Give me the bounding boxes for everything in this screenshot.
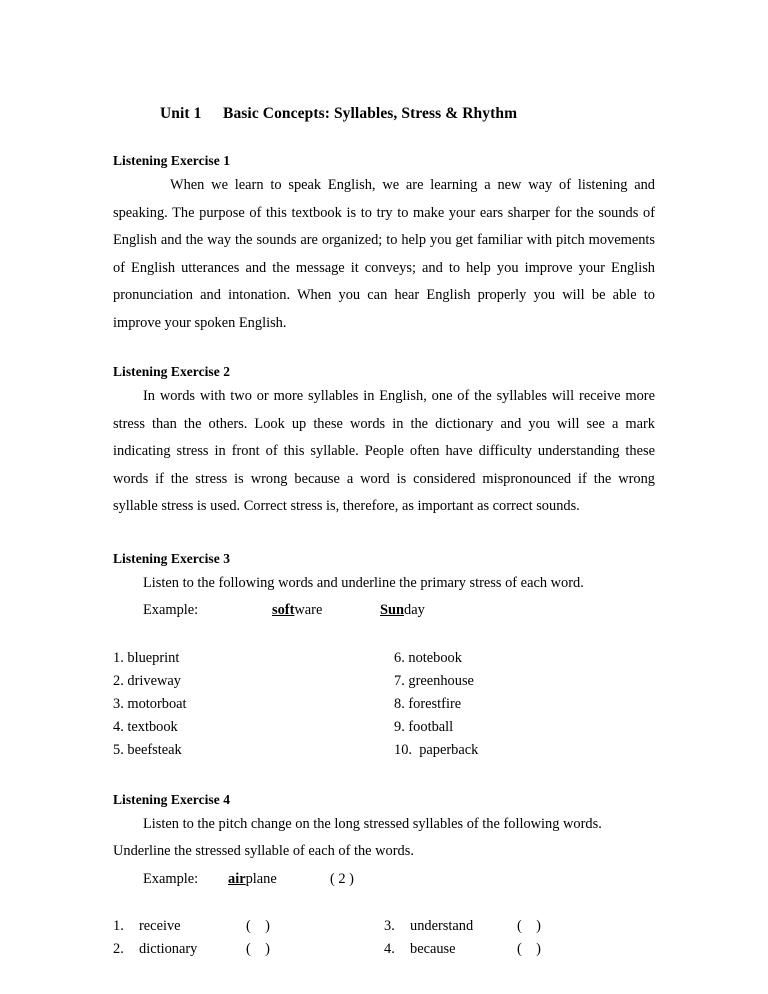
exercise-3-heading: Listening Exercise 3 <box>113 550 230 566</box>
exercise-3-example-word-1 <box>272 597 380 625</box>
word-text: textbook <box>123 718 178 735</box>
answer-blank[interactable]: ( ) <box>517 941 541 957</box>
spacer-before-wordlist <box>113 625 655 647</box>
spacer-after-exercise-3 <box>113 762 655 792</box>
title-main-text: Basic Concepts: Syllables, Stress & Rhythm <box>223 105 518 122</box>
exercise-4-example <box>113 866 655 894</box>
unstressed-syllable: plane <box>245 870 277 887</box>
exercise-4-example-count: ( 2 ) <box>330 870 354 887</box>
answer-entry <box>384 938 655 961</box>
word-number: 6. <box>394 649 405 666</box>
word-entry <box>113 739 394 762</box>
title-unit-number: Unit 1 <box>160 105 202 122</box>
word-text: paperback <box>412 741 479 758</box>
answer-blank[interactable]: ( ) <box>246 918 270 934</box>
word-text: beefsteak <box>123 741 182 758</box>
word-text: forestfire <box>404 695 462 712</box>
answer-blank[interactable]: ( ) <box>517 918 541 934</box>
answer-word: receive <box>139 918 181 934</box>
answer-word: because <box>410 941 456 957</box>
answer-number: 2. <box>113 941 124 957</box>
answer-word: dictionary <box>139 941 198 957</box>
list-item <box>113 670 655 693</box>
exercise-3-instruction: Listen to the following words and underline the primary stress of each word. <box>143 574 584 591</box>
exercise-3-word-list <box>113 647 655 762</box>
word-entry <box>113 647 394 670</box>
word-text: blueprint <box>123 649 180 666</box>
unstressed-syllable: ware <box>294 602 323 618</box>
spacer-after-exercise-2 <box>113 521 655 551</box>
answer-number: 3. <box>384 918 395 934</box>
word-text: motorboat <box>123 695 187 712</box>
answer-entry <box>113 915 384 938</box>
word-text: football <box>404 718 454 735</box>
word-number: 8. <box>394 695 405 712</box>
word-entry <box>394 716 655 739</box>
list-item <box>113 716 655 739</box>
word-entry <box>394 739 655 762</box>
list-item <box>113 938 655 961</box>
list-item <box>113 739 655 762</box>
exercise-4-answer-list <box>113 915 655 961</box>
answer-blank[interactable]: ( ) <box>246 941 270 957</box>
exercise-2-heading: Listening Exercise 2 <box>113 364 230 379</box>
word-entry <box>113 693 394 716</box>
list-item <box>113 647 655 670</box>
answer-entry <box>384 915 655 938</box>
exercise-4-heading: Listening Exercise 4 <box>113 791 230 807</box>
spacer-after-exercise-1 <box>113 337 655 364</box>
stressed-syllable: Sun <box>380 602 405 618</box>
word-text: notebook <box>404 649 462 666</box>
word-text: driveway <box>123 672 181 689</box>
word-number: 10. <box>394 741 412 758</box>
word-entry <box>394 693 655 716</box>
word-text: greenhouse <box>404 672 474 689</box>
exercise-3-example-word-2 <box>380 602 425 618</box>
exercise-4-example-word <box>228 866 330 894</box>
exercise-2-paragraph: In words with two or more syllables in English, one of the syllables will receive more stress than the others. Look up these words in the dictionary and you will see a mark indicating stress in front of this syllable. People often have difficulty understanding these words if the stress is wrong because a word is considered mispronounced if the wrong syllable stress is used. Correct stress is, therefore, as important as correct sounds. <box>113 388 655 514</box>
stressed-syllable: soft <box>272 602 295 618</box>
exercise-3-example <box>113 597 655 625</box>
word-entry <box>113 716 394 739</box>
word-number: 2. <box>113 672 124 689</box>
word-entry <box>394 647 655 670</box>
word-number: 1. <box>113 649 124 666</box>
stressed-syllable: air <box>228 870 246 887</box>
exercise-1-heading: Listening Exercise 1 <box>113 153 230 168</box>
word-number: 4. <box>113 718 124 735</box>
exercise-4-instruction: Listen to the pitch change on the long stressed syllables of the following words. Underline the stressed syllable of each of the words. <box>113 815 602 859</box>
word-number: 5. <box>113 741 124 758</box>
word-entry <box>394 670 655 693</box>
exercise-3-example-label: Example: <box>143 602 199 618</box>
word-number: 7. <box>394 672 405 689</box>
list-item <box>113 915 655 938</box>
exercise-4-example-label: Example: <box>143 870 199 887</box>
word-entry <box>113 670 394 693</box>
word-number: 3. <box>113 695 124 712</box>
answer-number: 4. <box>384 941 395 957</box>
exercise-1-paragraph: When we learn to speak English, we are learning a new way of listening and speaking. The purpose of this textbook is to try to make your ears sharper for the sounds of English and the way the sounds are organized; to help you get familiar with pitch movements of English utterances and the message it conveys; and to help you improve your English pronunciation and intonation. When you can hear English properly you will be able to improve your spoken English. <box>113 177 655 331</box>
unstressed-syllable: day <box>404 602 425 618</box>
page-title <box>113 105 655 123</box>
document-content <box>113 105 655 961</box>
word-number: 9. <box>394 718 405 735</box>
answer-number: 1. <box>113 918 124 934</box>
list-item <box>113 693 655 716</box>
spacer-before-answerlist <box>113 893 655 915</box>
answer-word: understand <box>410 918 474 934</box>
answer-entry <box>113 938 384 961</box>
